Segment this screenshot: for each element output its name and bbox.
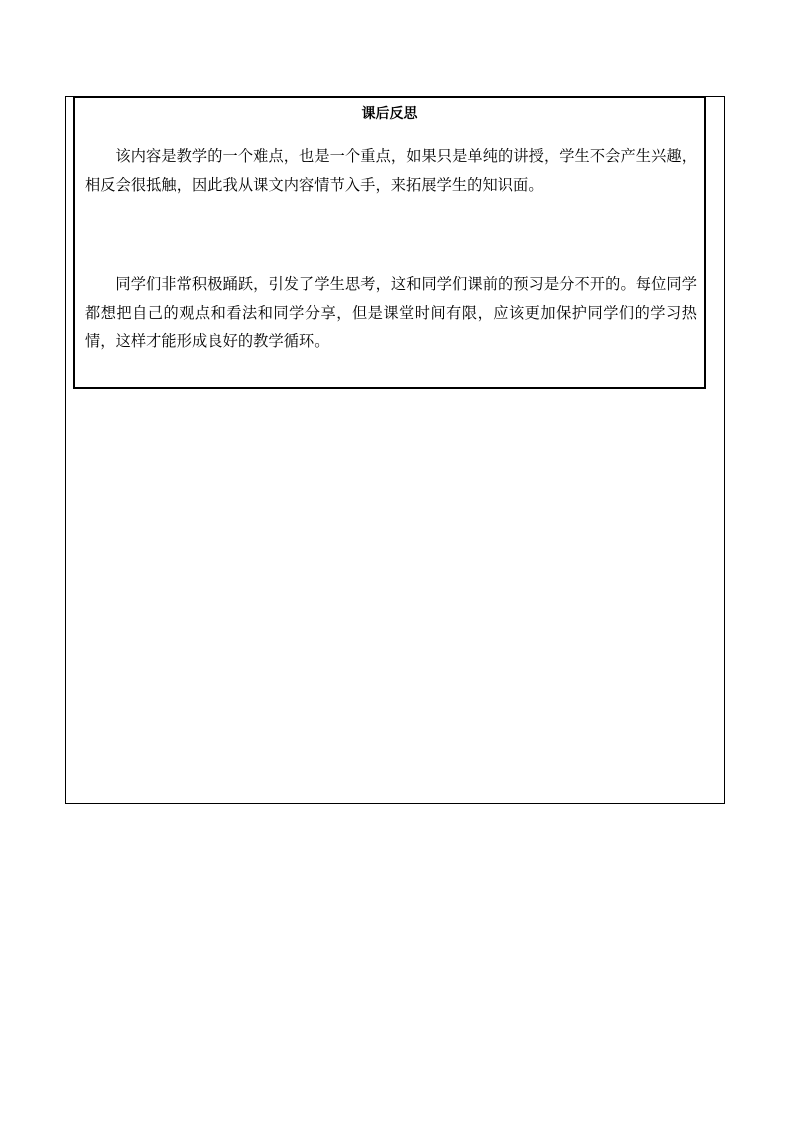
reflection-paragraph-1: 该内容是教学的一个难点，也是一个重点，如果只是单纯的讲授，学生不会产生兴趣，相反会很抵触，因此我从课文内容情节入手，来拓展学生的知识面。 <box>85 147 697 194</box>
reflection-title: 课后反思 <box>361 106 418 122</box>
reflection-paragraph-2: 同学们非常积极踊跃，引发了学生思考，这和同学们课前的预习是分不开的。每位同学都想把自己的观点和看法和同学分享，但是课堂时间有限，应该更加保护同学们的学习热情，这样才能形成良好的教学循环。 <box>85 275 697 350</box>
reflection-box <box>73 96 706 389</box>
